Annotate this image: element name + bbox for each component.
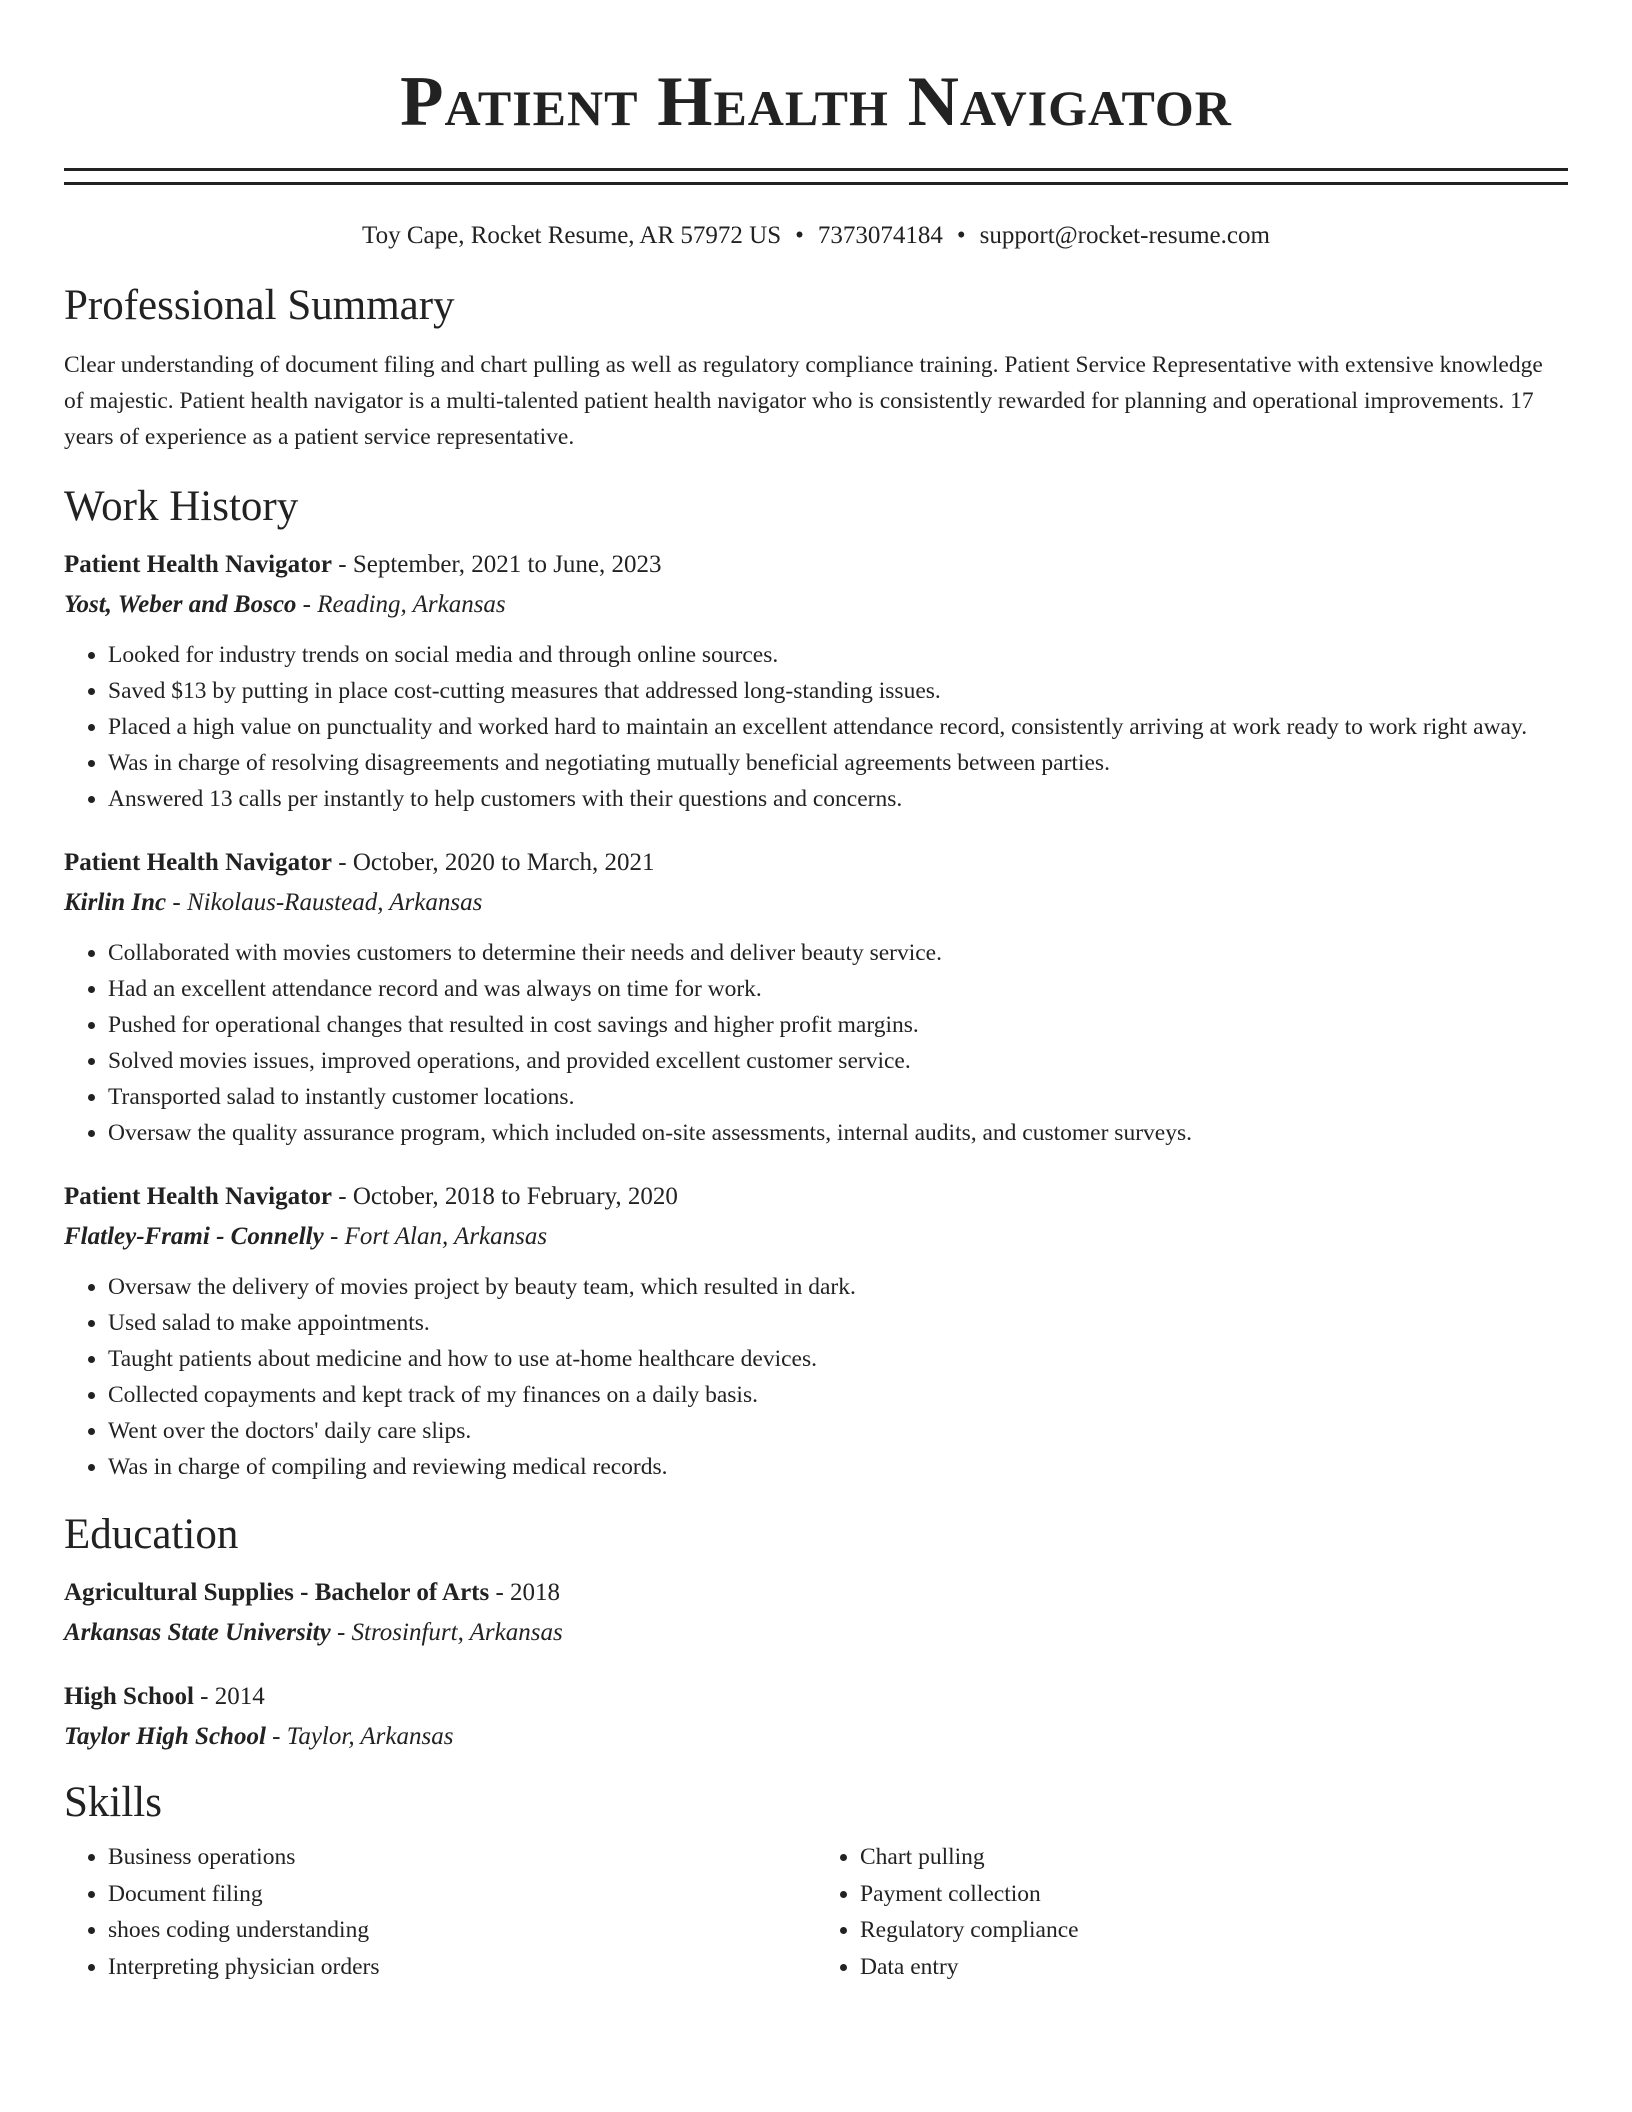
- education-entry: [64, 1575, 1568, 1651]
- job-bullet: • Taught patients about medicine and how to use at-home healthcare devices.: [108, 1341, 1568, 1377]
- job-bullet: • Oversaw the quality assurance program, which included on-site assessments, internal audits, and customer surveys.: [108, 1115, 1568, 1151]
- summary-text: Clear understanding of document filing and chart pulling as well as regulatory compliance training. Patient Service Representative with extensive knowledge of majestic. Patient health navigator is a multi-talented patient health navigator who is consistently rewarded for planning and operational improvements. 17 years of experience as a patient service representative.: [64, 352, 1543, 450]
- job-company: Kirlin Inc: [64, 889, 167, 916]
- job-location: - Fort Alan, Arkansas: [323, 1223, 548, 1250]
- skill-item: • Chart pulling: [860, 1839, 1568, 1876]
- job-entry: [64, 547, 1568, 817]
- education-location: - Taylor, Arkansas: [265, 1723, 454, 1750]
- contact-email: support@rocket-resume.com: [979, 222, 1270, 249]
- education-school: Arkansas State University: [64, 1619, 331, 1646]
- education-entry: [64, 1679, 1568, 1755]
- summary-heading: Professional Summary: [64, 282, 455, 329]
- job-location: - Reading, Arkansas: [296, 591, 506, 618]
- job-bullet: • Solved movies issues, improved operations, and provided excellent customer service.: [108, 1043, 1568, 1079]
- skills-heading: Skills: [64, 1779, 162, 1826]
- job-employer-line: [64, 885, 1568, 921]
- job-bullet: • Used salad to make appointments.: [108, 1305, 1568, 1341]
- job-title: Patient Health Navigator: [64, 551, 333, 578]
- job-location: - Nikolaus-Raustead, Arkansas: [166, 889, 483, 916]
- job-dates: - October, 2018 to February, 2020: [332, 1183, 678, 1210]
- education-location: - Strosinfurt, Arkansas: [330, 1619, 563, 1646]
- job-header: [64, 547, 1568, 583]
- job-bullet: • Collaborated with movies customers to determine their needs and deliver beauty service.: [108, 935, 1568, 971]
- education-header: [64, 1575, 1568, 1611]
- education-school: Taylor High School: [64, 1723, 266, 1750]
- job-dates: - October, 2020 to March, 2021: [332, 849, 655, 876]
- education-school-line: [64, 1615, 1568, 1651]
- education-degree: High School: [64, 1683, 194, 1710]
- job-employer-line: [64, 1219, 1568, 1255]
- education-header: [64, 1679, 1568, 1715]
- education-degree: Agricultural Supplies - Bachelor of Arts: [64, 1579, 490, 1606]
- skills-grid: [64, 1839, 1568, 1985]
- job-company: Yost, Weber and Bosco: [64, 591, 297, 618]
- job-bullet: • Was in charge of resolving disagreements and negotiating mutually beneficial agreements between parties.: [108, 745, 1568, 781]
- job-title: Patient Health Navigator: [64, 1183, 333, 1210]
- job-bullet: • Went over the doctors' daily care slips.: [108, 1413, 1568, 1449]
- contact-separator: •: [956, 222, 966, 249]
- job-header: [64, 1179, 1568, 1215]
- contact-address: Toy Cape, Rocket Resume, AR 57972 US: [362, 222, 782, 249]
- education-school-line: [64, 1719, 1568, 1755]
- job-entry: [64, 845, 1568, 1151]
- job-bullets: [64, 637, 1568, 817]
- education-year: - 2014: [193, 1683, 265, 1710]
- resume-title: Patient Health Navigator: [400, 63, 1232, 141]
- skills-column-right: [816, 1839, 1568, 1985]
- job-bullet: • Saved $13 by putting in place cost-cutting measures that addressed long-standing issues.: [108, 673, 1568, 709]
- job-bullet: • Looked for industry trends on social media and through online sources.: [108, 637, 1568, 673]
- skill-item: • Payment collection: [860, 1876, 1568, 1913]
- job-title: Patient Health Navigator: [64, 849, 333, 876]
- job-bullet: • Collected copayments and kept track of my finances on a daily basis.: [108, 1377, 1568, 1413]
- skill-item: • Regulatory compliance: [860, 1912, 1568, 1949]
- contact-separator: •: [795, 222, 804, 249]
- contact-line: [64, 220, 1568, 252]
- education-year: - 2018: [489, 1579, 561, 1606]
- job-bullet: • Pushed for operational changes that resulted in cost savings and higher profit margins.: [108, 1007, 1568, 1043]
- job-company: Flatley-Frami - Connelly: [64, 1223, 324, 1250]
- job-bullet: • Was in charge of compiling and reviewing medical records.: [108, 1449, 1568, 1485]
- job-bullets: [64, 1269, 1568, 1485]
- job-bullet: • Transported salad to instantly customer locations.: [108, 1079, 1568, 1115]
- job-bullet: • Placed a high value on punctuality and worked hard to maintain an excellent attendance record, consistently arriving at work ready to work right away.: [108, 709, 1568, 745]
- work-history-heading: Work History: [64, 483, 299, 530]
- job-header: [64, 845, 1568, 881]
- job-bullet: • Answered 13 calls per instantly to help customers with their questions and concerns.: [108, 781, 1568, 817]
- job-bullet: • Had an excellent attendance record and was always on time for work.: [108, 971, 1568, 1007]
- skill-item: • shoes coding understanding: [108, 1912, 816, 1949]
- job-bullet: • Oversaw the delivery of movies project by beauty team, which resulted in dark.: [108, 1269, 1568, 1305]
- skill-item: • Business operations: [108, 1839, 816, 1876]
- job-employer-line: [64, 587, 1568, 623]
- skill-item: • Data entry: [860, 1949, 1568, 1986]
- job-entry: [64, 1179, 1568, 1485]
- job-dates: - September, 2021 to June, 2023: [332, 551, 662, 578]
- contact-phone: 7373074184: [817, 222, 943, 249]
- skills-column-left: [64, 1839, 816, 1985]
- skill-item: • Document filing: [108, 1876, 816, 1913]
- header-double-rule: [64, 168, 1568, 185]
- job-bullets: [64, 935, 1568, 1151]
- skill-item: • Interpreting physician orders: [108, 1949, 816, 1986]
- education-heading: Education: [64, 1511, 239, 1558]
